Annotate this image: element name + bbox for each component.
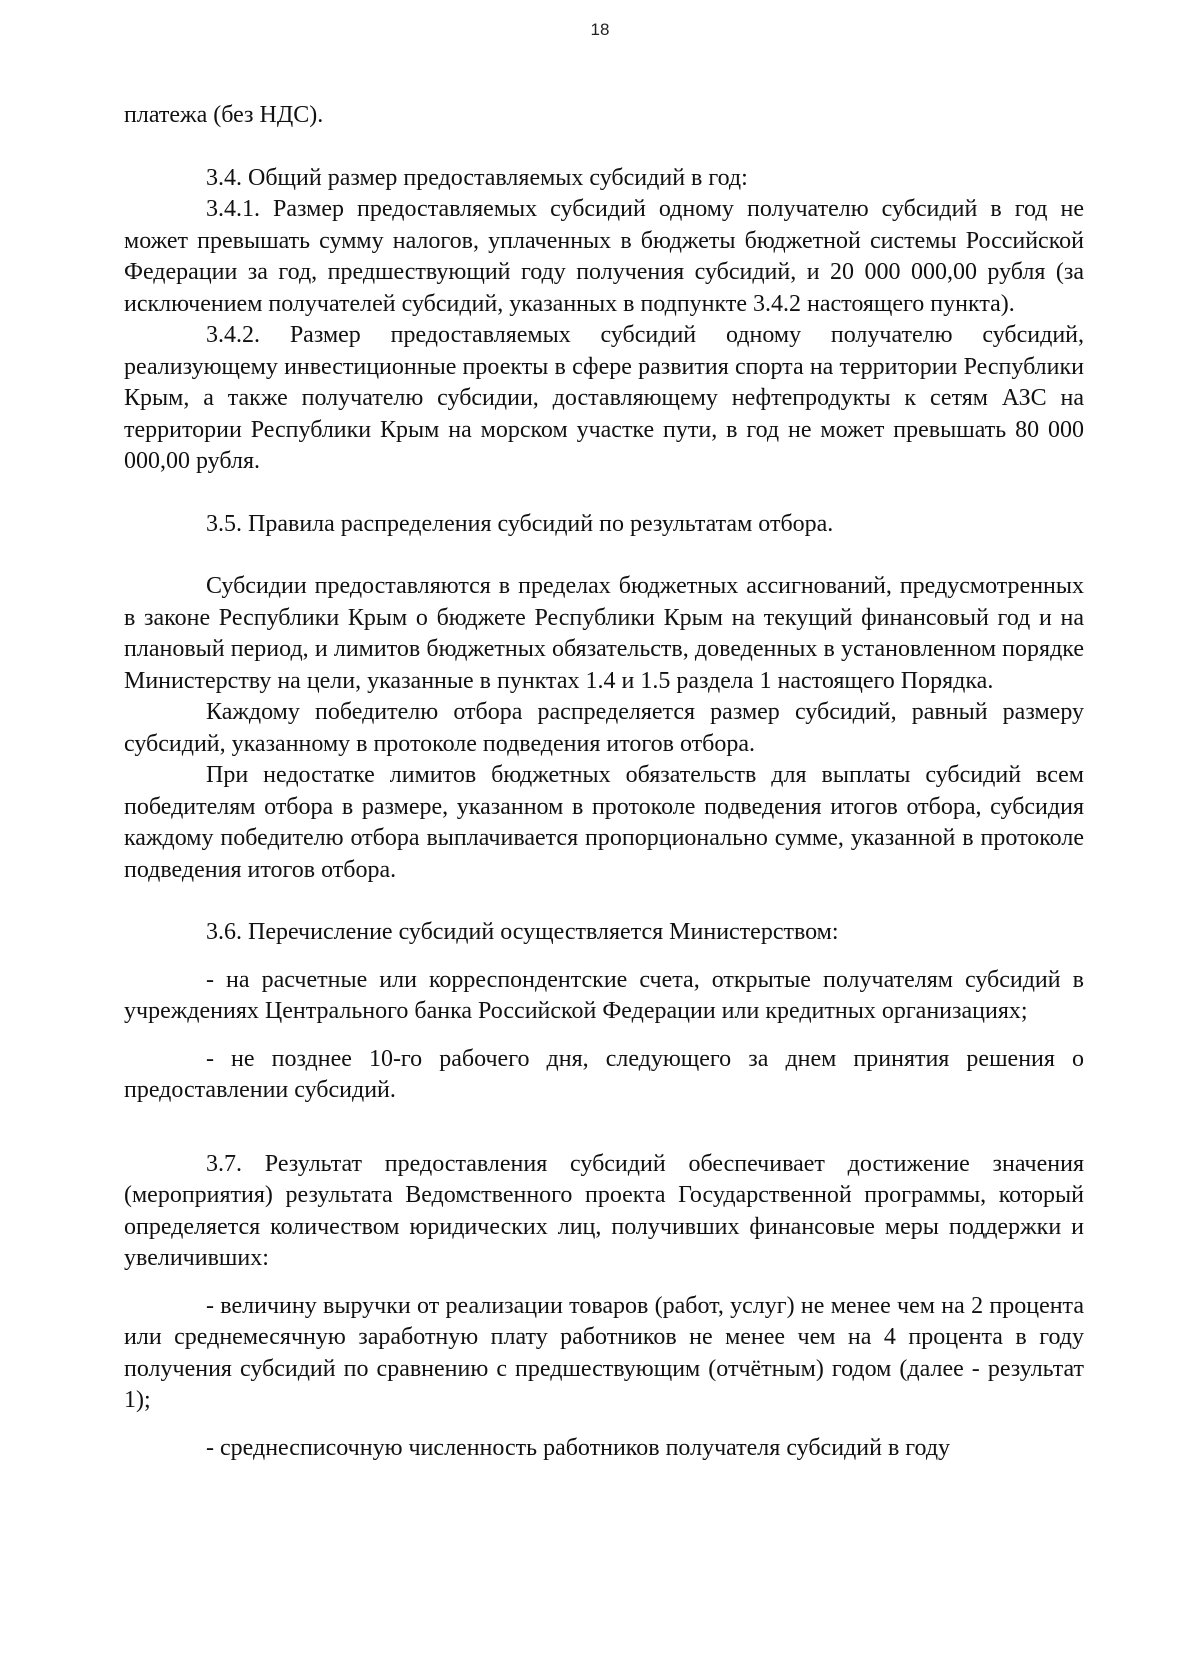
page-number: 18 — [590, 20, 610, 39]
paragraph-winner-distribution: Каждому победителю отбора распределяется размер субсидий, равный размеру субсидий, указанному в протоколе подведения итогов отбора. — [124, 699, 1084, 757]
paragraph-3-7: 3.7. Результат предоставления субсидий обеспечивает достижение значения (мероприятия) результата Ведомственного проекта Государственной программы, который определяется количеством юридических лиц, получивших финансовые меры поддержки и увеличивших: — [124, 1150, 1084, 1271]
paragraph-3-5: 3.5. Правила распределения субсидий по результатам отбора. — [206, 510, 834, 537]
list-item-headcount: - среднесписочную численность работников получателя субсидий в году — [206, 1434, 951, 1461]
paragraph-continuation: платежа (без НДС). — [124, 102, 324, 128]
paragraph-3-4: 3.4. Общий размер предоставляемых субсидий в год: — [206, 164, 748, 191]
list-item-deadline: - не позднее 10-го рабочего дня, следующего за днем принятия решения о предоставлении субсидий. — [124, 1045, 1084, 1103]
paragraph-subsidies-limits: Субсидии предоставляются в пределах бюджетных ассигнований, предусмотренных в законе Республики Крым о бюджете Республики Крым на текущий финансовый год и на плановый период, и лимитов бюджетных обязательств, доведенных в установленном порядке Министерству на цели, указанные в пунктах 1.4 и 1.5 раздела 1 настоящего Порядка. — [124, 573, 1084, 694]
document-body — [124, 100, 1084, 1464]
paragraph-3-4-1: 3.4.1. Размер предоставляемых субсидий одному получателю субсидий в год не может превышать сумму налогов, уплаченных в бюджеты бюджетной системы Российской Федерации за год, предшествующий году получения субсидий, и 20 000 000,00 рубля (за исключением получателей субсидий, указанных в подпункте 3.4.2 настоящего пункта). — [124, 196, 1084, 317]
list-item-accounts: - на расчетные или корреспондентские счета, открытые получателям субсидий в учреждениях Центрального банка Российской Федерации или кредитных организациях; — [124, 966, 1084, 1024]
list-item-revenue: - величину выручки от реализации товаров (работ, услуг) не менее чем на 2 процента или среднемесячную заработную плату работников не менее чем на 4 процента в году получения субсидий по сравнению с предшествующим (отчётным) годом (далее - результат 1); — [124, 1292, 1084, 1413]
paragraph-3-6: 3.6. Перечисление субсидий осуществляется Министерством: — [206, 919, 839, 945]
paragraph-insufficient-limits: При недостатке лимитов бюджетных обязательств для выплаты субсидий всем победителям отбора в размере, указанном в протоколе подведения итогов отбора, субсидия каждому победителю отбора выплачивается пропорционально сумме, указанной в протоколе подведения итогов отбора. — [124, 762, 1084, 883]
paragraph-3-4-2: 3.4.2. Размер предоставляемых субсидий одному получателю субсидий, реализующему инвестиционные проекты в сфере развития спорта на территории Республики Крым, а также получателю субсидии, доставляющему нефтепродукты к сетям АЗС на территории Республики Крым на морском участке пути, в год не может превышать 80 000 000,00 рубля. — [124, 322, 1084, 474]
